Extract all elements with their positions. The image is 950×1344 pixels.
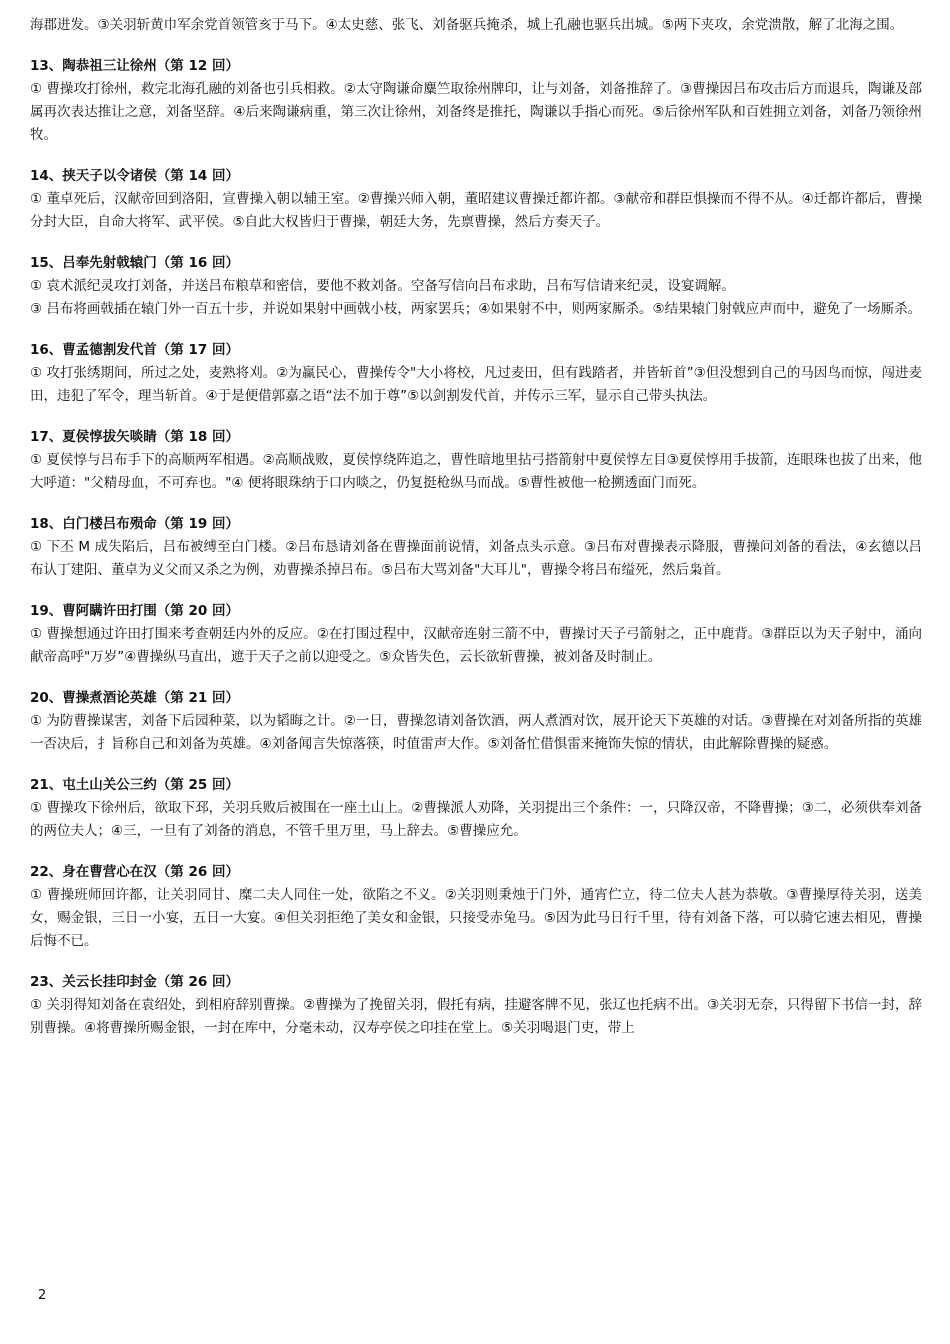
section-paragraph: ① 董卓死后，汉献帝回到洛阳，宣曹操入朝以辅王室。②曹操兴师入朝，董昭建议曹操迁都许都。③献帝和群臣惧操而不得不从。④迁都许都后，曹操分封大臣，自命大将军、武平侯。⑤自此大权皆归于曹操，朝廷大务，先禀曹操，然后方奏天子。 [30, 191, 922, 230]
section-body [30, 362, 922, 408]
section-title: 16、曹孟德割发代首（第 17 回） [30, 342, 239, 358]
section-body [30, 449, 922, 495]
section-body [30, 536, 922, 582]
section-body [30, 884, 922, 953]
document-page [30, 14, 922, 1040]
section-title: 20、曹操煮酒论英雄（第 21 回） [30, 690, 239, 706]
intro-paragraph: 海郡进发。③关羽斩黄巾军余党首领管亥于马下。④太史慈、张飞、刘备驱兵掩杀，城上孔融也驱兵出城。⑤两下夹攻，余党溃散，解了北海之围。 [30, 17, 904, 33]
story-section [30, 165, 922, 234]
section-paragraph: ① 为防曹操谋害，刘备下后园种菜，以为韬晦之计。②一日，曹操忽请刘备饮酒，两人煮酒对饮，展开论天下英雄的对话。③曹操在对刘备所指的英雄一否决后，扌旨称自己和刘备为英雄。④刘备闻言失惊落筷，时值雷声大作。⑤刘备忙借惧雷来掩饰失惊的情状，由此解除曹操的疑惑。 [30, 713, 922, 752]
section-paragraph: ① 袁术派纪灵攻打刘备，并送吕布粮草和密信，要他不救刘备。空备写信向吕布求助，吕布写信请来纪灵，设宴调解。 [30, 278, 735, 294]
section-body [30, 797, 922, 843]
story-section [30, 774, 922, 843]
story-section [30, 971, 922, 1040]
page-number: 2 [38, 1288, 47, 1303]
section-body [30, 78, 922, 147]
section-paragraph: ① 曹操攻打徐州，救完北海孔融的刘备也引兵相救。②太守陶谦命麋竺取徐州牌印，让与刘备，刘备推辞了。③曹操因吕布攻击后方而退兵，陶谦及部属再次表达推让之意，刘备坚辞。④后来陶谦病重，第三次让徐州，刘备终是推托，陶谦以手指心而死。⑤后徐州军队和百姓拥立刘备，刘备乃领徐州牧。 [30, 81, 922, 143]
section-body [30, 710, 922, 756]
section-body [30, 994, 922, 1040]
story-section [30, 513, 922, 582]
section-title: 21、屯土山关公三约（第 25 回） [30, 777, 239, 793]
section-list [30, 55, 922, 1040]
section-paragraph: ① 下丕 M 成失陷后，吕布被缚至白门楼。②吕布恳请刘备在曹操面前说情，刘备点头示意。③吕布对曹操表示降服，曹操问刘备的看法，④玄德以吕布认丁建阳、董卓为义父而又杀之为例，劝曹操杀掉吕布。⑤吕布大骂刘备"大耳儿"，曹操令将吕布缢死，然后枭首。 [30, 539, 922, 578]
story-section [30, 339, 922, 408]
section-body [30, 623, 922, 669]
story-section [30, 55, 922, 147]
section-paragraph: ① 夏侯惇与吕布手下的高顺两军相遇。②高顺战败，夏侯惇绕阵追之，曹性暗地里拈弓搭箭射中夏侯惇左目③夏侯惇用手拔箭，连眼珠也拔了出来，他大呼道："父精母血，不可弃也。"④ 便将眼珠纳于口内啖之，仍复挺枪纵马而战。⑤曹性被他一枪搠透面门而死。 [30, 452, 922, 491]
section-title: 19、曹阿瞒许田打围（第 20 回） [30, 603, 239, 619]
section-paragraph: ① 攻打张绣期间，所过之处，麦熟将刈。②为赢民心，曹操传令"大小将校，凡过麦田，但有践踏者，并皆斩首”③但没想到自己的马因鸟而惊，闯进麦田，违犯了军令，理当斩首。④于是便借郭嘉之语“法不加于尊”⑤以剑割发代首，并传示三军，显示自己带头执法。 [30, 365, 922, 404]
section-title: 17、夏侯惇拔矢啖睛（第 18 回） [30, 429, 239, 445]
story-section [30, 252, 922, 321]
story-section [30, 600, 922, 669]
story-section [30, 426, 922, 495]
section-title: 18、白门楼吕布殒命（第 19 回） [30, 516, 239, 532]
section-title: 14、挟天子以令诸侯（第 14 回） [30, 168, 239, 184]
section-body [30, 188, 922, 234]
section-paragraph: ① 曹操班师回许都，让关羽同甘、糜二夫人同住一处，欲陷之不义。②关羽则秉烛于门外，通宵伫立，待二位夫人甚为恭敬。③曹操厚待关羽，送美女，赐金银，三日一小宴，五日一大宴。④但关羽拒绝了美女和金银，只接受赤兔马。⑤因为此马日行千里，待有刘备下落，可以骑它速去相见，曹操后悔不已。 [30, 887, 922, 949]
section-title: 13、陶恭祖三让徐州（第 12 回） [30, 58, 239, 74]
section-paragraph: ① 关羽得知刘备在袁绍处，到相府辞别曹操。②曹操为了挽留关羽，假托有病，挂避客牌不见，张辽也托病不出。③关羽无奈，只得留下书信一封，辞别曹操。④将曹操所赐金银，一封在库中，分毫未动，汉寿亭侯之印挂在堂上。⑤关羽喝退门吏，带上 [30, 997, 922, 1036]
section-paragraph: ① 曹操想通过许田打围来考查朝廷内外的反应。②在打围过程中，汉献帝连射三箭不中，曹操讨天子弓箭射之，正中鹿背。③群臣以为天子射中，涌向献帝高呼"万岁”④曹操纵马直出，遮于天子之前以迎受之。⑤众皆失色，云长欲斩曹操，被刘备及时制止。 [30, 626, 922, 665]
section-body [30, 275, 922, 321]
story-section [30, 687, 922, 756]
section-paragraph: ① 曹操攻下徐州后，欲取下邳，关羽兵败后被围在一座土山上。②曹操派人劝降，关羽提出三个条件：一，只降汉帝，不降曹操；③二，必须供奉刘备的两位夫人；④三，一旦有了刘备的消息，不管千里万里，马上辞去。⑤曹操应允。 [30, 800, 922, 839]
section-paragraph: ③ 吕布将画戟插在辕门外一百五十步，并说如果射中画戟小枝，两家罢兵；④如果射不中，则两家厮杀。⑤结果辕门射戟应声而中，避免了一场厮杀。 [30, 301, 922, 317]
section-title: 15、吕奉先射戟辕门（第 16 回） [30, 255, 239, 271]
section-title: 23、关云长挂印封金（第 26 回） [30, 974, 239, 990]
section-title: 22、身在曹营心在汉（第 26 回） [30, 864, 239, 880]
story-section [30, 861, 922, 953]
